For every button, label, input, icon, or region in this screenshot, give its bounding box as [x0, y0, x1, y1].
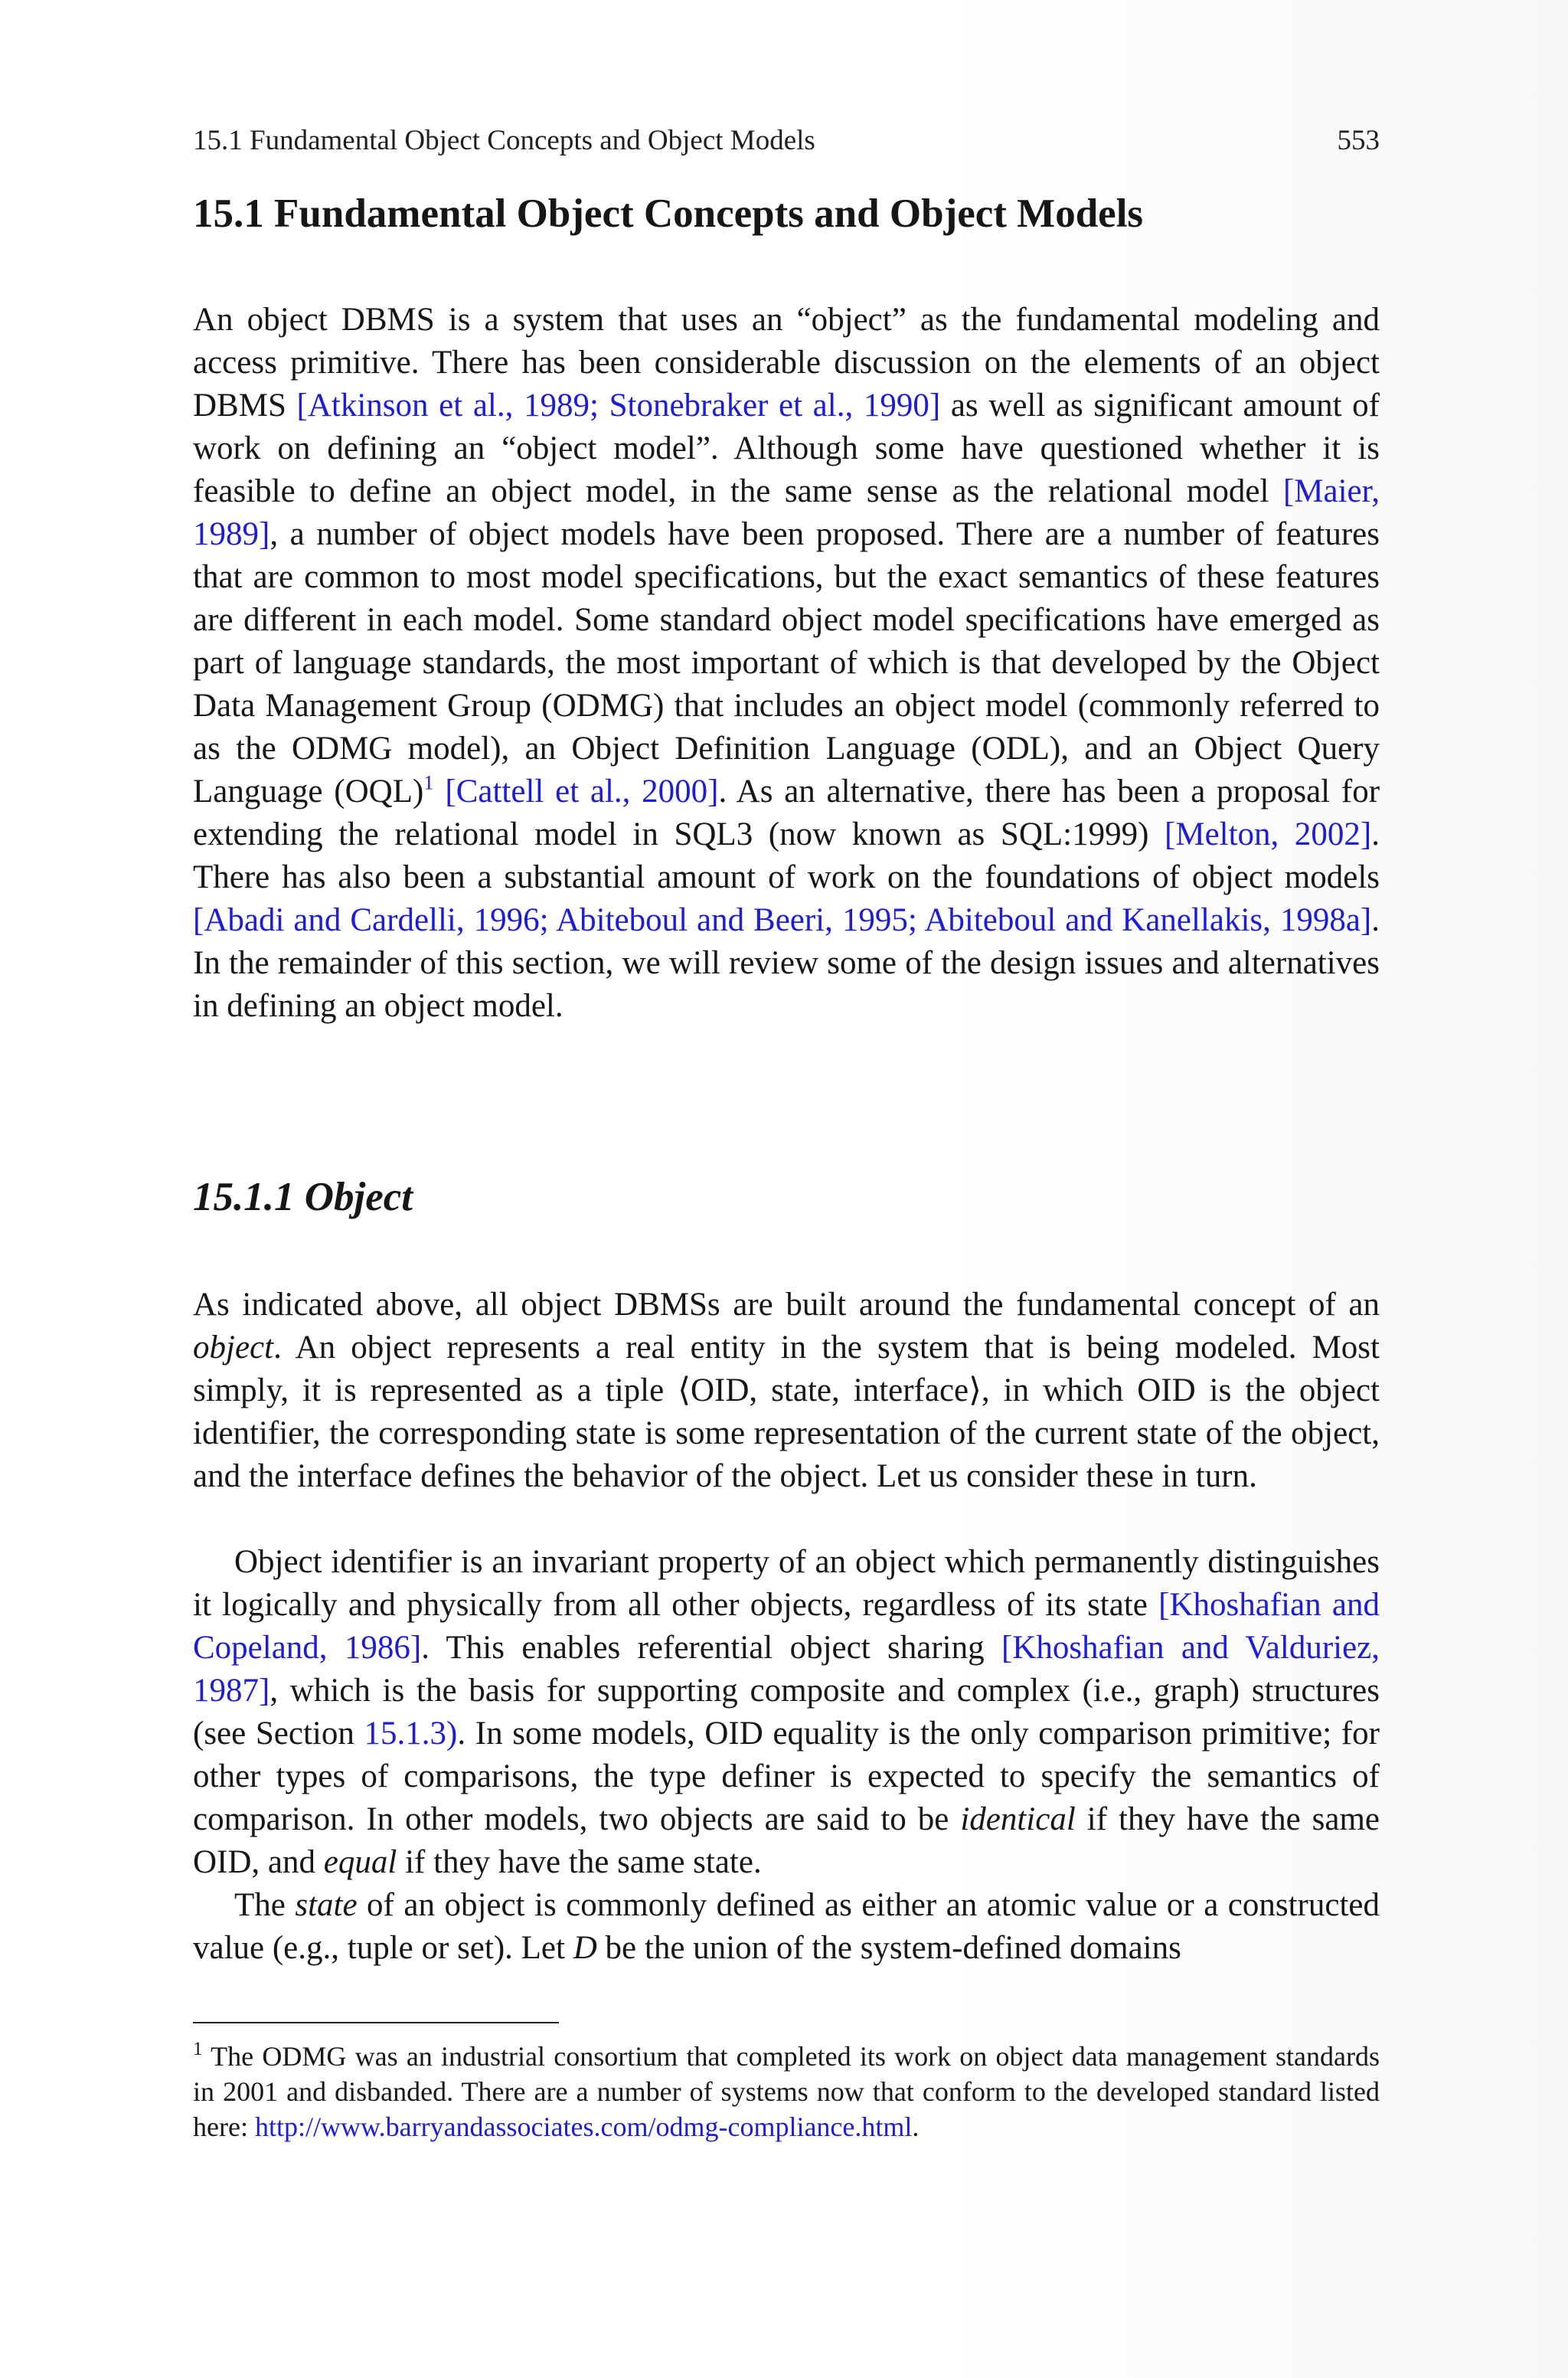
object-p3-emphasis-d: D — [573, 1930, 597, 1966]
object-p2-text-3: , which is the basis for supporting composite and complex (i.e., graph) structures (see Section — [193, 1673, 1380, 1752]
intro-text-1: An object DBMS is a system that uses an “object” as the fundamental modeling and access primitive. There has been considerable discussion on the elements of an object DBMS — [193, 302, 1380, 424]
citation-atkinson-stonebraker[interactable]: [Atkinson et al., 1989; Stonebraker et al., 1990] — [296, 388, 941, 424]
running-head-title: 15.1 Fundamental Object Concepts and Object Models — [193, 125, 815, 156]
intro-text-6: . There has also been a substantial amount of work on the foundations of object models — [193, 816, 1380, 895]
object-p1-text-2: . An object represents a real entity in the system that is being modeled. Most simply, it is represented as a tiple ⟨OID, state, interface⟩, in which OID is the object identifier, the corresponding state is some representation of the current state of the object, and the interface defines the behavior of the object. Let us consider these in turn. — [193, 1330, 1380, 1494]
intro-text-5: . As an alternative, there has been a proposal for extending the relational model in SQL3 (now known as SQL:1999) — [193, 774, 1380, 852]
object-p2-text-4: . In some models, OID equality is the only comparison primitive; for other types of comparisons, the type definer is expected to specify the semantics of comparison. In other models, two objects are said to be — [193, 1716, 1380, 1837]
footnote-text-2: . — [912, 2111, 920, 2142]
citation-abadi-abiteboul[interactable]: [Abadi and Cardelli, 1996; Abiteboul and Beeri, 1995; Abiteboul and Kanellakis, 1998a] — [193, 902, 1372, 938]
object-p3-emphasis-state: state — [295, 1887, 358, 1923]
intro-paragraph — [193, 299, 1380, 1028]
citation-cattell[interactable]: [Cattell et al., 2000] — [445, 774, 719, 810]
section-heading: 15.1 Fundamental Object Concepts and Object Models — [193, 191, 1144, 236]
object-paragraph-1 — [193, 1284, 1380, 1498]
object-p2-emphasis-equal: equal — [323, 1844, 397, 1880]
citation-khoshafian-copeland[interactable]: [Khoshafian and Copeland, 1986] — [193, 1587, 1380, 1666]
object-p2-text-2: . This enables referential object sharing — [421, 1630, 1001, 1666]
object-p3-text-3: be the union of the system-defined domains — [596, 1930, 1181, 1966]
footnote-text-1: The ODMG was an industrial consortium that completed its work on object data management standards in 2001 and disbanded. There are a number of systems now that conform to the developed standard listed here: — [193, 2041, 1380, 2142]
subsection-heading: 15.1.1 Object — [193, 1175, 413, 1219]
object-paragraph-2 — [193, 1541, 1380, 1884]
citation-melton[interactable]: [Melton, 2002] — [1165, 816, 1372, 852]
footnote-url-link[interactable]: http://www.barryandassociates.com/odmg-compliance.html — [254, 2111, 913, 2142]
section-reference-15-1-3[interactable]: 15.1.3) — [364, 1716, 458, 1752]
footnote-marker: 1 — [193, 2039, 203, 2060]
object-p2-text-1: Object identifier is an invariant property of an object which permanently distinguishes it logically and physically from all other objects, regardless of its state — [193, 1544, 1380, 1623]
object-p2-emphasis-identical: identical — [960, 1801, 1076, 1837]
footnote-reference[interactable]: 1 — [423, 770, 434, 794]
object-p3-text-2: of an object is commonly defined as either an atomic value or a constructed value (e.g., tuple or set). Let — [193, 1887, 1380, 1966]
object-paragraph-3 — [193, 1884, 1380, 1970]
object-p1-text-1: As indicated above, all object DBMSs are built around the fundamental concept of an — [193, 1287, 1380, 1323]
object-p1-emphasis: object — [193, 1330, 274, 1366]
intro-text-2: as well as significant amount of work on defining an “object model”. Although some have questioned whether it is feasible to define an object model, in the same sense as the relational model — [193, 388, 1380, 509]
page-number: 553 — [1337, 125, 1380, 156]
footnote — [193, 2039, 1380, 2144]
object-p2-text-5: if they have the same OID, and — [193, 1801, 1380, 1880]
citation-maier[interactable]: [Maier, 1989] — [193, 473, 1380, 552]
intro-text-3: , a number of object models have been proposed. There are a number of features that are common to most model specifications, but the exact semantics of these features are different in each model. Some standard object model specifications have emerged as part of language standards, the most important of which is that developed by the Object Data Management Group (ODMG) that includes an object model (commonly referred to as the ODMG model), an Object Definition Language (ODL), and an Object Query Language (OQL) — [193, 516, 1380, 810]
object-p2-text-6: if they have the same state. — [397, 1844, 762, 1880]
intro-text-7: . In the remainder of this section, we will review some of the design issues and alternatives in defining an object model. — [193, 902, 1380, 1024]
object-p3-text-1: The — [234, 1887, 296, 1923]
footnote-divider — [193, 2022, 559, 2023]
citation-khoshafian-valduriez[interactable]: [Khoshafian and Valduriez, 1987] — [193, 1630, 1380, 1709]
intro-text-4 — [434, 774, 446, 810]
